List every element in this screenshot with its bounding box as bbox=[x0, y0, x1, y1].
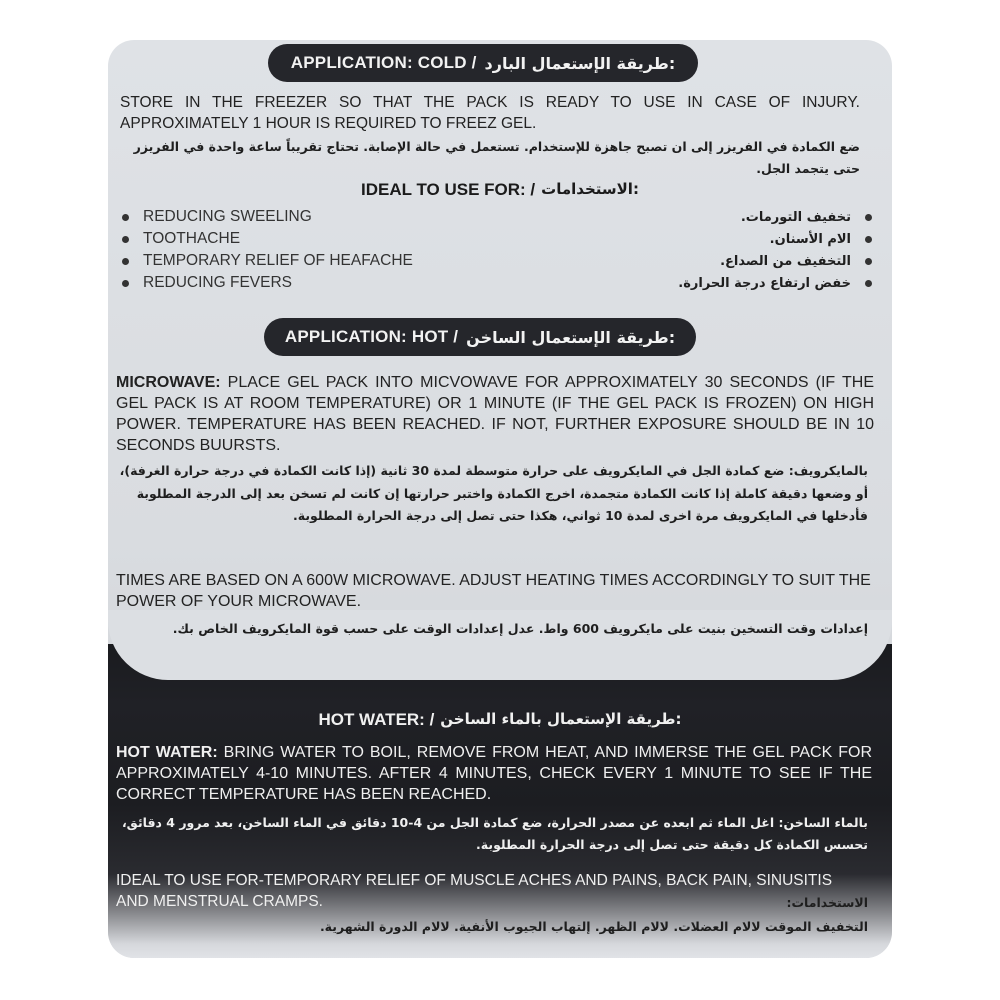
ideal-heading bbox=[108, 180, 892, 200]
microwave-lead: MICROWAVE: bbox=[116, 374, 221, 391]
cold-instructions-ar: ضع الكمادة في الفريزر إلى ان تصبح جاهزة للإستخدام. تستعمل في حالة الإصابة. تحتاج تقريباً ساعة واحدة في الفريزر حتى يتجمد الجل. bbox=[133, 139, 860, 176]
list-item: التخفيف من الصداع. bbox=[548, 250, 878, 272]
ideal-list-en bbox=[116, 206, 476, 294]
microwave-instructions-ar: بالمايكرويف: ضع كمادة الجل في المايكرويف على حرارة متوسطة لمدة 30 ثانية (إذا كانت الكمادة في درجة حرارة الغرفة)، أو وضعها دقيقة كاملة إذا كانت الكمادة متجمدة، اخرج الكمادة واختبر حرارتها إن كانت لم تسخن بعد إلى الدرجة المطلوبة فأدخلها في المايكرويف مرة اخرى لمدة 10 ثواني، هكذا حتى تصل إلى درجة الحرارة المطلوبة. bbox=[119, 463, 868, 523]
hot-water-heading bbox=[108, 710, 892, 730]
cold-title-en: APPLICATION: COLD / bbox=[290, 53, 477, 72]
list-item: TOOTHACHE bbox=[116, 228, 476, 250]
ideal-list-ar bbox=[548, 206, 878, 294]
bullet-icon bbox=[122, 258, 129, 265]
list-item: REDUCING FEVERS bbox=[116, 272, 476, 294]
list-item: REDUCING SWEELING bbox=[116, 206, 476, 228]
bullet-icon bbox=[865, 214, 872, 221]
ideal-title-en: IDEAL TO USE FOR: / bbox=[361, 180, 536, 199]
hot-water-ideal-ar: التخفيف الموقت لالام العضلات. لالام الظهر. إلتهاب الجيوب الأنفية. لالام الدورة الشهرية. bbox=[319, 919, 868, 934]
list-item: الام الأسنان. bbox=[548, 228, 878, 250]
cold-title-ar: طريقة الإستعمال البارد: bbox=[484, 53, 676, 73]
hot-title-ar: طريقة الإستعمال الساخن: bbox=[466, 327, 676, 347]
microwave-instructions-en bbox=[116, 372, 874, 456]
list-item: خفض ارتفاع درجة الحرارة. bbox=[548, 272, 878, 294]
list-item: تخفيف التورمات. bbox=[548, 206, 878, 228]
bullet-icon bbox=[865, 258, 872, 265]
hot-water-ideal-en: IDEAL TO USE FOR-TEMPORARY RELIEF OF MUSCLE ACHES AND PAINS, BACK PAIN, SINUSITIS AND MENSTRUAL CRAMPS. bbox=[116, 872, 833, 910]
hot-water-instructions-ar: بالماء الساخن: اغل الماء ثم ابعده عن مصدر الحرارة، ضع كمادة الجل من 4-10 دقائق في الماء الساخن، بعد مرور 4 دقائق، تحسس الكمادة كل دقيقة حتى تصل إلى درجة الحرارة المطلوبة. bbox=[121, 815, 868, 852]
microwave-times-en: TIMES ARE BASED ON A 600W MICROWAVE. ADJUST HEATING TIMES ACCORDINGLY TO SUIT THE POWER OF YOUR MICROWAVE. bbox=[116, 572, 871, 610]
cold-instructions-en: STORE IN THE FREEZER SO THAT THE PACK IS READY TO USE IN CASE OF INJURY. APPROXIMATELY 1 HOUR IS REQUIRED TO FREEZ GEL. bbox=[120, 94, 860, 132]
bullet-icon bbox=[122, 236, 129, 243]
cold-section-header bbox=[268, 44, 698, 82]
microwave-times-ar: إعدادات وقت التسخين بنيت على مايكرويف 600 واط. عدل إعدادات الوقت على حسب قوة المايكرويف الخاص بك. bbox=[172, 621, 868, 636]
bullet-icon bbox=[122, 214, 129, 221]
bullet-icon bbox=[865, 236, 872, 243]
hot-section-header bbox=[264, 318, 696, 356]
list-item: TEMPORARY RELIEF OF HEAFACHE bbox=[116, 250, 476, 272]
hot-water-body: BRING WATER TO BOIL, REMOVE FROM HEAT, AND IMMERSE THE GEL PACK FOR APPROXIMATELY 4-10 MINUTES. AFTER 4 MINUTES, CHECK EVERY 1 MINUTE TO SEE IF THE CORRECT TEMPERATURE HAS BEEN REACHED. bbox=[116, 744, 873, 803]
ideal-title-ar: الاستخدامات: bbox=[541, 180, 639, 198]
hot-water-title-ar: طريقة الإستعمال بالماء الساخن: bbox=[440, 710, 682, 728]
hot-water-ideal-label-ar: الاستخدامات: bbox=[786, 895, 868, 910]
bullet-icon bbox=[865, 280, 872, 287]
hot-water-title-en: HOT WATER: / bbox=[318, 710, 435, 729]
hot-water-lead: HOT WATER: bbox=[116, 744, 218, 761]
bullet-icon bbox=[122, 280, 129, 287]
hot-title-en: APPLICATION: HOT / bbox=[284, 327, 459, 346]
instruction-card bbox=[108, 40, 892, 958]
hot-water-instructions-en bbox=[116, 742, 872, 805]
microwave-body: PLACE GEL PACK INTO MICVOWAVE FOR APPROXIMATELY 30 SECONDS (IF THE GEL PACK IS AT ROOM TEMPERATURE) OR 1 MINUTE (IF THE GEL PACK IS FROZEN) ON HIGH POWER. TEMPERATURE HAS BEEN REACHED. IF NOT, FURTHER EXPOSURE SHOULD BE IN 10 SECONDS BUURSTS. bbox=[116, 374, 874, 454]
